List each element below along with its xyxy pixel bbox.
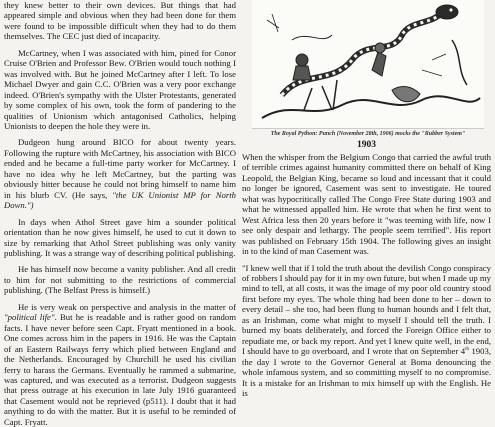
paragraph-text: . But he is readable and is rather good on random facts. I have never before seen Capt. Fryatt mentioned in a book. One comes across him in the papers in 1916. He was the Captain of an Eastern Railways ferry which plied between England and the Netherlands. Encouraged by Churchill he used his civilian ferry to harass the Germans. Eventually he rammed a submarine, was captured, and was executed as a terrorist. Dudgeon suggests that press outrage at his execution in late July 1916 guaranteed that Casement would not be reprieved (p511). I doubt that it had anything to do with the matter. But it is useful to be reminded of Capt. Fryatt. xyxy=(4,312,236,427)
superscript: th xyxy=(465,347,469,353)
italic-quote: "the UK Unionist MP for North Down.") xyxy=(4,189,236,211)
right-column xyxy=(242,152,491,398)
paragraph xyxy=(4,137,236,210)
paragraph: McCartney, when I was associated with him, pined for Conor Cruise O'Brien and Professor Bew. O'Brien would touch nothing I was involved with. But he joined McCartney after I left. To lose Michael Dwyer and gain C.C. O'Brien was a very poor exchange indeed. O'Brien's sympathy with the Ulster Protestants, generated by some complex of his own, took the form of pandering to the qualities of Unionism which antagonised Catholics, helping Unionists to deepen the hole they were in. xyxy=(4,47,236,131)
paragraph-text: 1903, the day I wrote to the Governor General at Boma denouncing the whole infamous system, and so committing myself to no compromise. It is a mistake for an Irishman to mix himself up with the English. He is xyxy=(242,346,491,398)
left-column xyxy=(4,0,236,427)
cartoon-caption: The Royal Python: Punch (November 28th, 1906) mocks the "Rubber System" xyxy=(270,131,466,137)
paragraph: In days when Athol Street gave him a sounder political orientation than he now gives himself, he used to cut it down to size by remarking that Athol Street publishing was only vanity publishing. It was a strange way of describing political publishing. xyxy=(4,216,236,258)
paragraph-text: He is very weak on perspective and analysis in the matter of xyxy=(18,301,236,312)
python-cartoon-illustration xyxy=(252,0,484,129)
paragraph: He has himself now become a vanity publisher. And all credit to him for not submitting to the restrictions of commercial publishing. (The Belfast Press is himself.) xyxy=(4,264,236,296)
italic-quote: "political life" xyxy=(4,312,55,323)
paragraph xyxy=(242,263,491,399)
paragraph-text: "I knew well that if I told the truth about the devilish Congo conspiracy of robbers I should pay for it in my own future, but when I made up my mind to tell, at all costs, it was the image of my poor old country stood first before my eyes. The whole thing had been done to her – down to every detail – she too, had been flung to human hounds and I felt that, as an Irishman, come what might to myself I should tell the truth. I burned my boats deliberately, and forced the Foreign Office either to repudiate me, or back my report. And yet I knew quite well, in the end, I should have to go overboard, and I wrote that on September 4 xyxy=(242,262,491,357)
paragraph-text: Dudgeon hung around BICO for about twenty years. Following the rupture with McCartney, his association with BICO ended and he became a full-time party worker for McCartney. I have no idea why he left McCartney, but the parting was obviously bitter because he could not bring himself to name him in his blurb CV. (He says, xyxy=(4,137,236,200)
paragraph: When the whisper from the Belgium Congo that carried the awful truth of terrible crimes against humanity committed there on behalf of King Leopold, the Belgian King, became so loud and incessant that it could no longer be ignored, Casement was sent to investigate. He toured what was hypocritically called The Congo Free State during 1903 and what he witnessed appalled him. He wrote that when he first went to West Africa less then 20 years before it "was teeming with life, now I see only despair and lethargy. The people seem terrified". His report was published on February 15th 1904. The following gives an insight in to the kind of man Casement was. xyxy=(242,152,491,257)
section-heading: 1903 xyxy=(357,140,376,150)
paragraph: they knew better to their own devices. But things that had appeared simple and obvious when they had been done for them were found to be impossible difficult when they had to do them themselves. The CEC just died of incapacity. xyxy=(4,0,236,42)
paragraph xyxy=(4,302,236,427)
cartoon-drawing xyxy=(252,0,484,128)
